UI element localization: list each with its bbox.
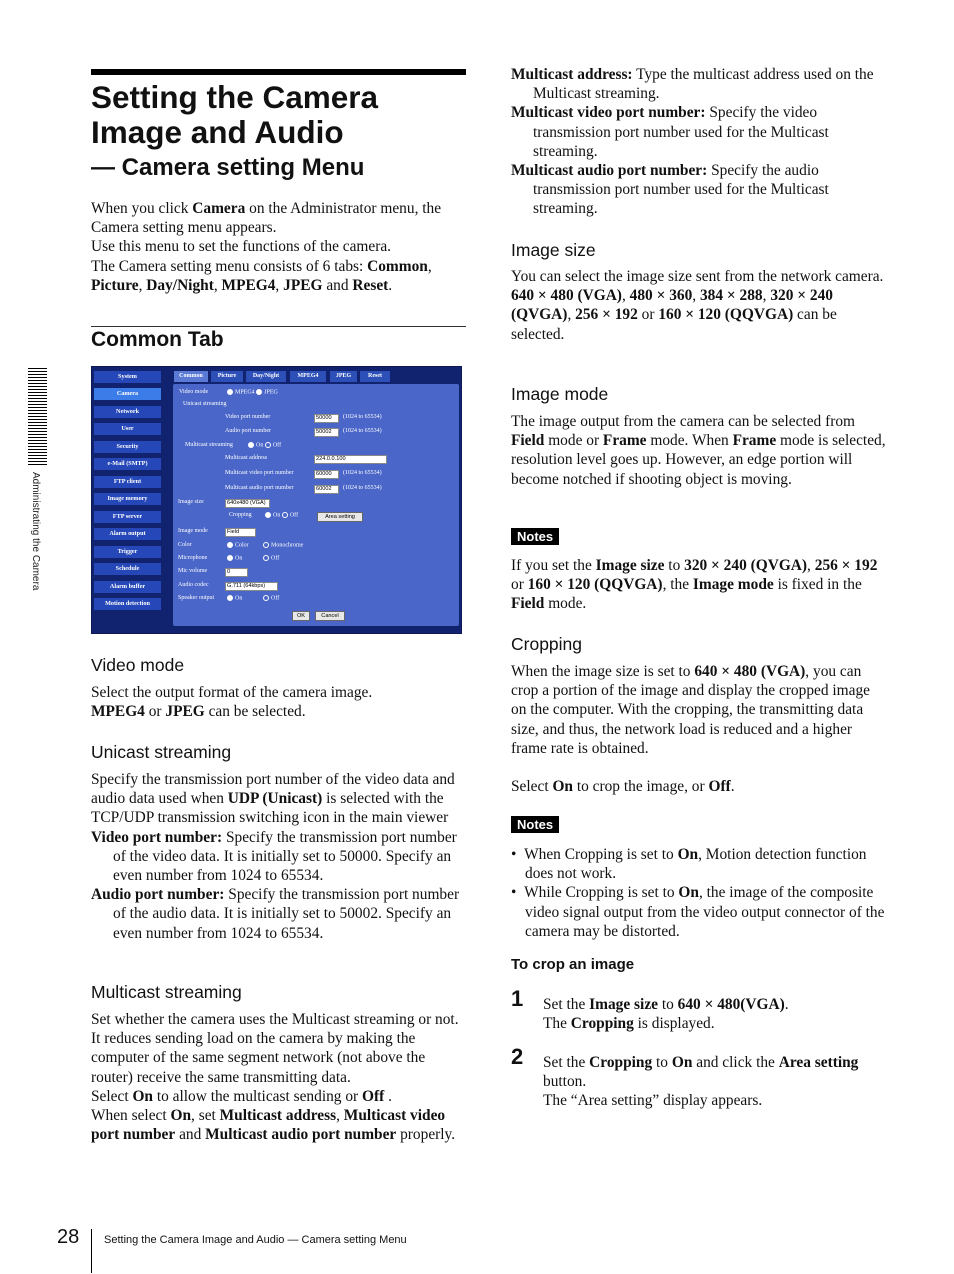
cropping-body: When the image size is set to 640 × 480 (VGA), you can crop a portion of the image and display the cropped image on the computer. With the cropping, the transmitting data size, and thus, the network load is reduced and a higher frame rate is obtained. Select On to crop the image, or Off. — [511, 663, 870, 796]
section-rule — [91, 326, 466, 327]
multicast-heading: Multicast streaming — [91, 982, 242, 1002]
nav-trigger: Trigger — [94, 546, 161, 558]
notes-badge: Notes — [511, 528, 559, 546]
video-mode-body: Select the output format of the camera image. MPEG4 or JPEG can be selected. — [91, 684, 373, 721]
side-section-label: Administrating the Camera — [30, 472, 41, 591]
tab-mpeg4: MPEG4 — [290, 371, 326, 382]
nav-alarm-buffer: Alarm buffer — [94, 581, 161, 593]
tab-reset: Reset — [360, 371, 390, 382]
image-mode-heading: Image mode — [511, 384, 609, 404]
notes-cropping: • When Cropping is set to On, Motion detection function does not work. • While Cropping is set to On, the image of the composite video signal output from the video output connector of the camera may be distorted. — [511, 846, 885, 940]
nav-user: User — [94, 423, 161, 435]
unicast-heading: Unicast streaming — [91, 742, 232, 762]
footer-rule — [91, 1229, 92, 1273]
intro: When you click Camera on the Administrator menu, the Camera setting menu appears. Use this menu to set the functions of the camera. The Camera setting menu consists of 6 tabs: Common, Picture, Day/Night, MPEG4, JPEG and Reset. — [91, 200, 442, 294]
settings-panel: Video mode MPEG4 JPEG Unicast streaming Video port number 50000 (1024 to 65534) Audio port number 50002 (1024 to 65534) Multicast streaming On Off Multicast address 224.0.0.100 Multicast video port number 60000 (1024 to 65534) Multicast audio port number 60002 (1024 to 65534) Image size 640x480 (VGA) Cropping On Off Area setting Image mode Field Color Color Monochrome Microphone On Off Mic volume 0 Audio codec G.711 (64kbps) Speaker output On Off OK Cancel — [173, 384, 459, 626]
nav-network: Network — [94, 406, 161, 418]
nav-camera: Camera — [94, 388, 161, 400]
cropping-heading: Cropping — [511, 634, 583, 654]
title-rule — [91, 69, 466, 75]
image-size-body: You can select the image size sent from the network camera. 640 × 480 (VGA), 480 × 360, 384 × 288, 320 × 240 (QVGA), 256 × 192 or 160 × 120 (QQVGA) can be selected. — [511, 268, 884, 343]
notes-badge-2: Notes — [511, 816, 559, 834]
tab-jpeg: JPEG — [330, 371, 357, 382]
nav-ftp-client: FTP client — [94, 476, 161, 488]
nav-ftp-server: FTP server — [94, 511, 161, 523]
multicast-definitions: Multicast address: Type the multicast address used on the Multicast streaming. Multicast video port number: Specify the video transmission port number used for the Multicast streaming. Multicast audio port number: Specify the audio transmission port number used for the Multicast streaming. — [511, 66, 874, 218]
nav-schedule: Schedule — [94, 563, 161, 575]
nav-alarm-output: Alarm output — [94, 528, 161, 540]
step-2-number: 2 — [511, 1044, 524, 1069]
video-mode-heading: Video mode — [91, 655, 185, 675]
page-subtitle: — Camera setting Menu — [91, 154, 365, 181]
camera-settings-screenshot — [91, 366, 462, 634]
multicast-body: Set whether the camera uses the Multicast streaming or not. It reduces sending load on the camera by making the computer of the same segment network (not above the router) receive the same transmitting data. Select On to allow the multicast sending or Off . When select On, set Multicast address, Multicast video port number and Multicast audio port number properly. — [91, 1011, 459, 1144]
footer-text: Setting the Camera Image and Audio — Camera setting Menu — [104, 1234, 407, 1246]
step-2: Set the Cropping to On and click the Area setting button. The “Area setting” display appears. — [543, 1054, 859, 1110]
nav-security: Security — [94, 441, 161, 453]
step-1-number: 1 — [511, 986, 524, 1011]
tab-picture: Picture — [211, 371, 243, 382]
notes-image-size: If you set the Image size to 320 × 240 (QVGA), 256 × 192 or 160 × 120 (QQVGA), the Image mode is fixed in the Field mode. — [511, 557, 878, 613]
tab-day-night: Day/Night — [246, 371, 286, 382]
side-tab-marker — [28, 368, 47, 465]
page-title: Setting the Camera Image and Audio — [91, 79, 379, 150]
unicast-body: Specify the transmission port number of the video data and audio data used when UDP (Unicast) is selected with the TCP/UDP transmission switching icon in the main viewer Video port number: Specify the transmission port number of the video data. It is initially set to 50000. Specify an even number from 1024 to 65534. Audio port number: Specify the transmission port number of the audio data. It is initially set to 50002. Specify an even number from 1024 to 65534. — [91, 771, 460, 942]
nav-email: e-Mail (SMTP) — [94, 458, 161, 470]
crop-steps-heading: To crop an image — [511, 956, 635, 973]
step-1: Set the Image size to 640 × 480(VGA). The Cropping is displayed. — [543, 996, 789, 1033]
nav-motion-detection: Motion detection — [94, 598, 161, 610]
tab-common: Common — [174, 371, 208, 382]
page-number: 28 — [57, 1226, 80, 1248]
common-tab-heading: Common Tab — [91, 328, 224, 351]
image-size-heading: Image size — [511, 240, 596, 260]
nav-image-memory: Image memory — [94, 493, 161, 505]
nav-system: System — [94, 371, 161, 383]
image-mode-body: The image output from the camera can be selected from Field mode or Frame mode. When Frame mode is selected, resolution level goes up. However, an edge portion will become notched if shooting object is moving. — [511, 413, 886, 488]
